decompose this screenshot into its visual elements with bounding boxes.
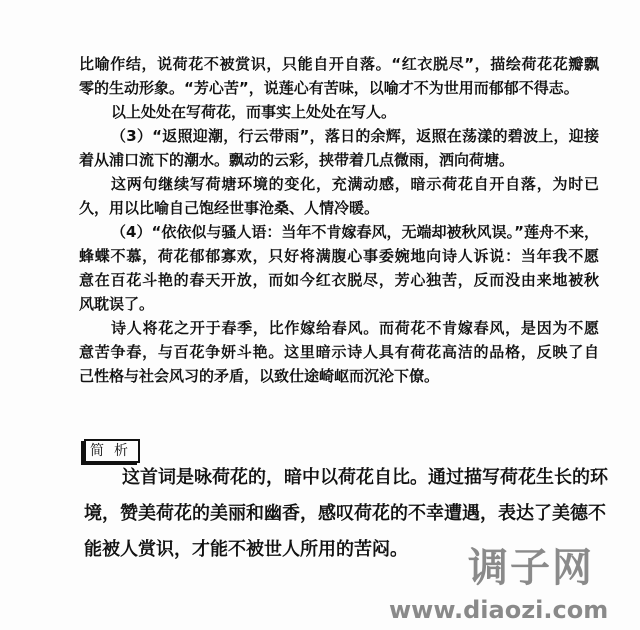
watermark-url: www.diaozi.com — [389, 596, 609, 624]
body-line: 久，用以比喻自己饱经世事沧桑、人情冷暖。 — [79, 199, 380, 217]
body-line: （4）“依依似与骚人语：当年不肯嫁春风，无端却被秋风误。”莲舟不来， — [111, 223, 599, 241]
analysis-line: 能被人赏识，才能不被世人所用的苦闷。 — [84, 539, 408, 560]
body-line: 意苦争春，与百花争妍斗艳。这里暗示诗人具有荷花高洁的品格，反映了自 — [79, 343, 599, 361]
analysis-line: 境，赞美荷花的美丽和幽香，感叹荷花的不幸遭遇，表达了美德不 — [84, 503, 606, 524]
body-line: 意在百花斗艳的春天开放，而如今红衣脱尽，芳心独苦，反而没由来地被秋 — [79, 271, 599, 289]
analysis-line: 这首词是咏荷花的，暗中以荷花自比。通过描写荷花生长的环 — [122, 467, 608, 488]
body-line: 诗人将花之开于春季，比作嫁给春风。而荷花不肯嫁春风，是因为不愿 — [111, 319, 599, 337]
body-line: 零的生动形象。“芳心苦”，说莲心有苦味，以喻才不为世用而郁郁不得志。 — [79, 79, 579, 97]
watermark-logo: 调子网 — [468, 545, 594, 591]
body-line: 蜂蝶不慕，荷花郁郁寡欢，只好将满腹心事委婉地向诗人诉说：当年我不愿 — [79, 247, 599, 265]
body-line: 比喻作结，说荷花不被赏识，只能自开自落。“红衣脱尽”，描绘荷花花瓣飘 — [79, 55, 599, 73]
body-line: 这两句继续写荷塘环境的变化，充满动感，暗示荷花自开自落，为时已 — [111, 175, 599, 193]
body-line: 己性格与社会风习的矛盾，以致仕途崎岖而沉沦下僚。 — [79, 367, 440, 385]
body-line: 着从浦口流下的潮水。飘动的云彩，挟带着几点微雨，洒向荷塘。 — [79, 151, 515, 169]
body-line: 风耽误了。 — [79, 295, 155, 313]
body-line: （3）“返照迎潮，行云带雨”，落日的余辉，返照在荡漾的碧波上，迎接 — [111, 127, 599, 145]
section-heading: 简析 — [84, 439, 140, 463]
body-line: 以上处处在写荷花，而事实上处处在写人。 — [111, 103, 397, 121]
